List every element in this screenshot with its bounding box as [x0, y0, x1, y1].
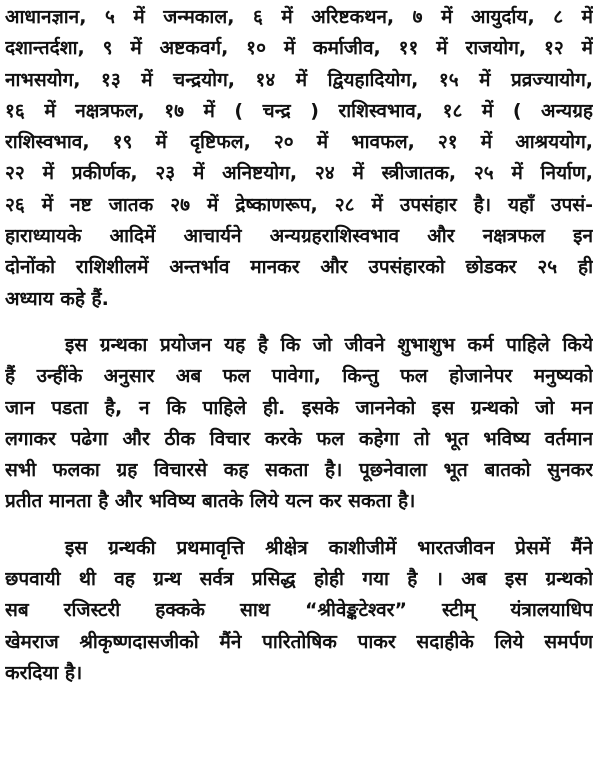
text-line: अध्याय कहे हैं. [5, 287, 109, 310]
text-line: हाराध्यायके आदिमें आचार्यने अन्यग्रहराशिस्वभाव और नक्षत्रफल इन [5, 225, 593, 248]
text-line: इस ग्रन्थकी प्रथमावृत्ति श्रीक्षेत्र काशीजीमें भारतजीवन प्रेसमें मैंने [65, 536, 593, 559]
text-line: १६ में नक्षत्रफल, १७ में ( चन्द्र ) राशिस्वभाव, १८ में ( अन्यग्रह [5, 99, 593, 122]
text-line: दशान्तर्दशा, ९ में अष्टकवर्ग, १० में कर्माजीव, ११ में राजयोग, १२ में [5, 37, 593, 60]
text-line: लगाकर पढेगा और ठीक विचार करके फल कहेगा तो भूत भविष्य वर्तमान [5, 427, 593, 450]
paragraph-gap [5, 518, 593, 533]
text-line: २६ में नष्ट जातक २७ में द्रेष्काणरूप, २८ में उपसंहार है। यहाँ उपसं- [5, 193, 593, 216]
text-line: सब रजिस्टरी हक्कके साथ “श्रीवेङ्कटेश्वर” स्टीम् यंत्रालयाधिप [5, 599, 593, 622]
paragraph-gap [5, 315, 593, 330]
text-line: सभी फलका ग्रह विचारसे कह सकता है। पूछनेवाला भूत बातको सुनकर [5, 459, 593, 482]
text-line: छपवायी थी वह ग्रन्थ सर्वत्र प्रसिद्ध होही गया है । अब इस ग्रन्थको [5, 568, 593, 591]
paragraph-chapter-list [5, 2, 593, 315]
text-line: जान पडता है, न कि पाहिले ही. इसके जाननेको इस ग्रन्थको जो मन [5, 396, 593, 419]
text-line: खेमराज श्रीकृष्णदासजीको मैंने पारितोषिक पाकर सदाहीके लिये समर्पण [5, 630, 593, 653]
paragraph-purpose [5, 330, 593, 518]
text-line: प्रतीत मानता है और भविष्य बातके लिये यत्न कर सकता है। [5, 490, 416, 513]
paragraph-publication [5, 533, 593, 689]
text-line: करदिया है। [5, 661, 83, 684]
text-line: नाभसयोग, १३ में चन्द्रयोग, १४ में द्वियहादियोग, १५ में प्रव्रज्यायोग, [5, 68, 593, 91]
text-line: दोनोंको राशिशीलमें अन्तर्भाव मानकर और उपसंहारको छोडकर २५ ही [5, 256, 593, 279]
text-line: राशिस्वभाव, १९ में दृष्टिफल, २० में भावफल, २१ में आश्रययोग, [5, 131, 593, 154]
text-line: हैं उन्हींके अनुसार अब फल पावेगा, किन्तु फल होजानेपर मनुष्यको [5, 365, 593, 388]
text-line: इस ग्रन्थका प्रयोजन यह है कि जो जीवने शुभाशुभ कर्म पाहिले किये [65, 333, 593, 356]
text-line: २२ में प्रकीर्णक, २३ में अनिष्टयोग, २४ में स्त्रीजातक, २५ में निर्याण, [5, 162, 593, 185]
text-line: आधानज्ञान, ५ में जन्मकाल, ६ में अरिष्टकथन, ७ में आयुर्दाय, ८ में [5, 6, 593, 28]
